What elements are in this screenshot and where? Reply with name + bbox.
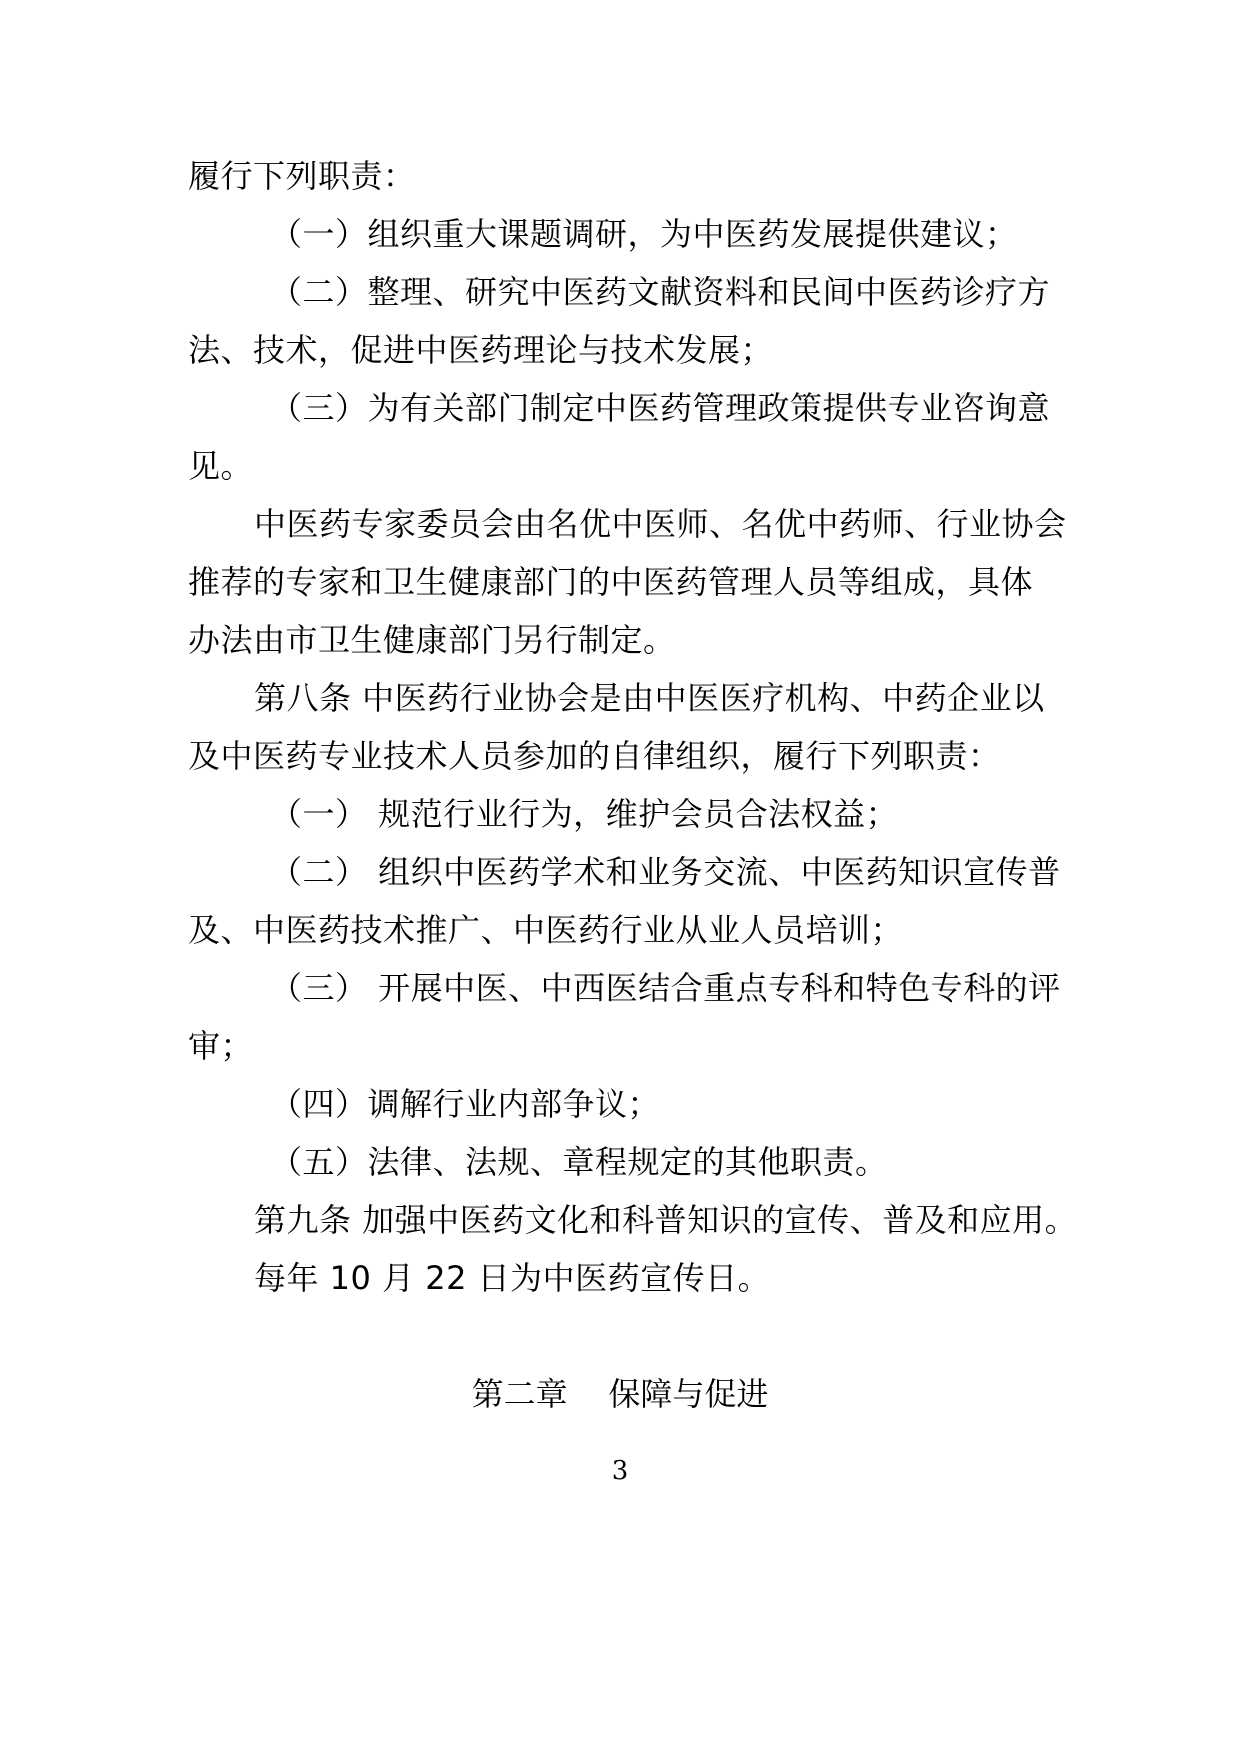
text-line: 办法由市卫生健康部门另行制定。 <box>188 621 676 659</box>
page-number: 3 <box>611 1456 629 1486</box>
list-item-text: （五）法律、法规、章程规定的其他职责。 <box>270 1143 888 1181</box>
list-item-text: （二） 组织中医药学术和业务交流、中医药知识宣传普 <box>270 853 1061 891</box>
list-item-text: （一） 规范行业行为，维护会员合法权益； <box>270 795 899 833</box>
text-line: 及中医药专业技术人员参加的自律组织，履行下列职责： <box>188 737 1001 775</box>
list-item-text: （二）整理、研究中医药文献资料和民间中医药诊疗方 <box>270 273 1051 311</box>
text-line: 履行下列职责： <box>188 157 416 195</box>
text-line: 法、技术，促进中医药理论与技术发展； <box>188 331 774 369</box>
text-line: 推荐的专家和卫生健康部门的中医药管理人员等组成，具体 <box>188 563 1034 601</box>
text-line: 审； <box>188 1027 254 1065</box>
text-line: 见。 <box>188 447 254 485</box>
list-item-text: （一）组织重大课题调研，为中医药发展提供建议； <box>270 215 1018 253</box>
text-line: 及、中医药技术推广、中医药行业从业人员培训； <box>188 911 904 949</box>
chapter-title: 第二章 保障与促进 <box>471 1375 769 1413</box>
text-line: 每年 10 月 22 日为中医药宣传日。 <box>254 1259 771 1297</box>
list-item-text: （三）为有关部门制定中医药管理政策提供专业咨询意 <box>270 389 1051 427</box>
article-eight-line: 第八条 中医药行业协会是由中医医疗机构、中药企业以 <box>254 679 1045 717</box>
list-item-text: （三） 开展中医、中西医结合重点专科和特色专科的评 <box>270 969 1061 1007</box>
list-item-text: （四）调解行业内部争议； <box>270 1085 661 1123</box>
paragraph-start-line: 中医药专家委员会由名优中医师、名优中药师、行业协会 <box>254 505 1067 543</box>
article-nine-line: 第九条 加强中医药文化和科普知识的宣传、普及和应用。 <box>254 1201 1078 1239</box>
